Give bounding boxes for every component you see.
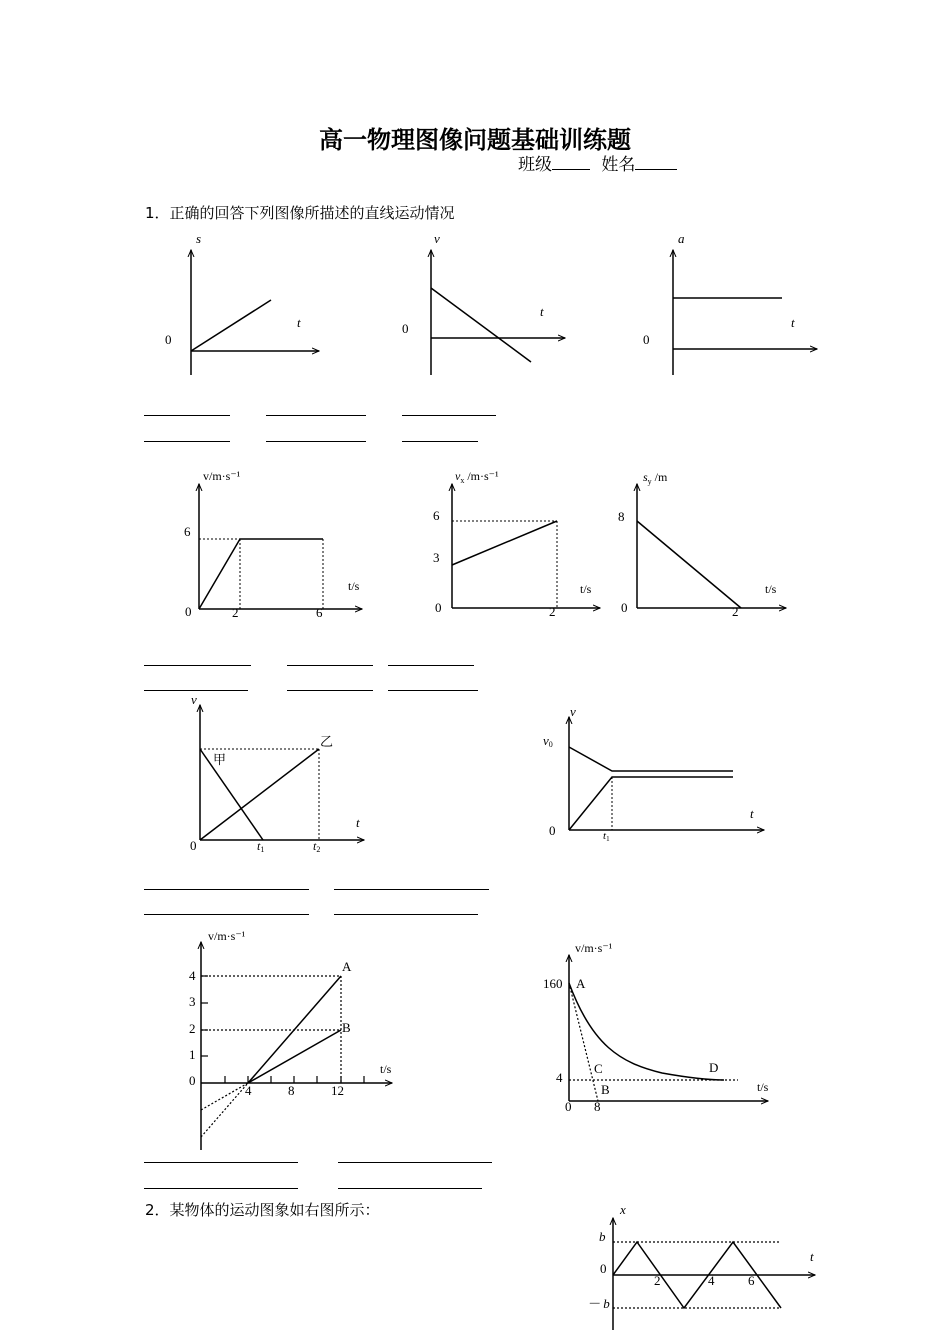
answer-blank[interactable]	[388, 690, 478, 691]
tick-label-t2: t2	[313, 839, 321, 854]
axis-label-x: t/s	[348, 579, 360, 593]
page-title: 高一物理图像问题基础训练题	[319, 126, 631, 154]
axis-label-x: t	[791, 315, 795, 330]
answer-blank[interactable]	[144, 1188, 298, 1189]
axis-label-x: t	[750, 806, 754, 821]
axis-label-y: v	[434, 231, 440, 246]
plot-line	[637, 521, 741, 608]
answer-blank[interactable]	[287, 665, 373, 666]
origin-label: 0	[165, 332, 172, 347]
origin-label: 0	[402, 321, 409, 336]
answer-blank[interactable]	[144, 1162, 298, 1163]
tick-label-t2: 2	[654, 1273, 661, 1288]
graph-a-t-constant	[673, 250, 817, 375]
axis-label-y: v	[570, 704, 576, 719]
line-jia	[200, 749, 263, 840]
plot-line	[452, 521, 557, 565]
label-yi: 乙	[320, 734, 334, 749]
tick-label-t1: t1	[603, 830, 610, 843]
line-accelerate	[569, 777, 733, 830]
plot-line	[431, 288, 531, 362]
origin-label: 0	[621, 600, 628, 615]
graph-sy-t	[637, 484, 786, 608]
axis-label-x: t/s	[580, 582, 592, 596]
axis-label-x: t/s	[757, 1080, 769, 1094]
graph-a-b-lines	[201, 942, 392, 1150]
answer-blank[interactable]	[402, 415, 496, 416]
answer-blank[interactable]	[144, 441, 230, 442]
tick-label-v160: 160	[543, 976, 563, 991]
answer-blank[interactable]	[402, 441, 478, 442]
graph-vx-t	[452, 484, 600, 608]
answer-blank[interactable]	[144, 665, 251, 666]
origin-label: 0	[600, 1261, 607, 1276]
origin-label: 0	[565, 1099, 572, 1114]
axis-label-y: v/m·s⁻¹	[208, 929, 246, 943]
question-2: 2．某物体的运动图象如右图所示：	[145, 1201, 380, 1219]
axis-label-y: v/m·s⁻¹	[575, 941, 613, 955]
graph-v0-converge	[569, 717, 764, 830]
tick-label-v8: 8	[618, 509, 625, 524]
question-1: 1．正确的回答下列图像所描述的直线运动情况	[145, 204, 455, 222]
graph-v-t-decelerate	[431, 250, 565, 375]
answer-blank[interactable]	[287, 690, 373, 691]
origin-label: 0	[189, 1073, 196, 1088]
axis-label-x: t	[356, 815, 360, 830]
answer-blank[interactable]	[144, 914, 309, 915]
curve-A-D	[569, 983, 724, 1080]
answer-blank[interactable]	[144, 690, 248, 691]
guide-lines	[452, 521, 557, 608]
answer-blank[interactable]	[338, 1162, 492, 1163]
tick-label-t2: 2	[232, 605, 239, 620]
tick-label-y1: 1	[189, 1047, 196, 1062]
answer-blank[interactable]	[388, 665, 474, 666]
origin-label: 0	[643, 332, 650, 347]
tick-label-v3: 3	[433, 550, 440, 565]
origin-label: 0	[190, 838, 197, 853]
axis-label-y: a	[678, 231, 685, 246]
answer-blank[interactable]	[144, 889, 309, 890]
axis-label-x: t/s	[380, 1062, 392, 1076]
answer-blank[interactable]	[144, 415, 230, 416]
axis-label-y: $v_x$ /m·s⁻¹	[455, 469, 499, 485]
tick-label-t1: t1	[257, 839, 265, 854]
axis-label-x: t/s	[765, 582, 777, 596]
answer-blank[interactable]	[266, 441, 366, 442]
plot-line	[199, 539, 323, 609]
label-jia: 甲	[213, 752, 227, 767]
label-A: A	[342, 959, 352, 974]
axis-label-y: x	[620, 1202, 626, 1217]
answer-blank[interactable]	[334, 889, 489, 890]
axis-label-y: $s_y$ /m	[643, 470, 668, 486]
axis-label-x: t	[297, 315, 301, 330]
label-A: A	[576, 976, 586, 991]
guide-lines	[199, 539, 323, 609]
tick-label-b: b	[599, 1229, 606, 1244]
origin-label: 0	[435, 600, 442, 615]
tick-label-t2: 2	[732, 604, 739, 619]
class-label: 班级	[518, 155, 552, 175]
graph-jia-yi	[200, 705, 364, 840]
dotted-lines	[569, 983, 738, 1101]
line-B	[248, 1030, 341, 1083]
tick-label-y4: 4	[189, 968, 196, 983]
origin-label: 0	[549, 823, 556, 838]
axis-label-y: v/m·s⁻¹	[203, 469, 241, 483]
tick-label-x4: 4	[245, 1083, 252, 1098]
axis-label-x: t	[810, 1249, 814, 1264]
tick-label-x8: 8	[288, 1083, 295, 1098]
label-B: B	[342, 1020, 351, 1035]
tick-label-t6: 6	[748, 1273, 755, 1288]
tick-label-v6: 6	[433, 508, 440, 523]
plot-line	[191, 300, 271, 351]
tick-label-v0: v0	[543, 733, 553, 749]
tick-label-y2: 2	[189, 1021, 196, 1036]
name-label: 姓名	[601, 155, 636, 175]
answer-blank[interactable]	[334, 914, 478, 915]
tick-label-t2: 2	[549, 604, 556, 619]
answer-blank[interactable]	[266, 415, 366, 416]
origin-label: 0	[185, 604, 192, 619]
label-B: B	[601, 1082, 610, 1097]
label-D: D	[709, 1060, 719, 1075]
graph-decay-curve	[569, 955, 768, 1101]
tick-label-t8: 8	[594, 1099, 601, 1114]
axis-label-y: v	[191, 692, 197, 707]
label-C: C	[594, 1061, 603, 1076]
tick-label-v6: 6	[184, 524, 191, 539]
tick-label-x12: 12	[331, 1083, 344, 1098]
answer-blank[interactable]	[338, 1188, 482, 1189]
tick-label-t4: 4	[708, 1273, 715, 1288]
graph-v-t-accelerate-then-uniform	[199, 484, 362, 609]
line-decelerate	[569, 747, 733, 771]
tick-label-v4: 4	[556, 1070, 563, 1085]
tick-label-t6: 6	[316, 605, 323, 620]
axis-label-y: s	[196, 231, 202, 246]
graph-s-t-uniform	[191, 250, 319, 375]
tick-label-y3: 3	[189, 994, 196, 1009]
axis-label-x: t	[540, 304, 544, 319]
tick-label-neg-b: － b	[587, 1296, 610, 1311]
